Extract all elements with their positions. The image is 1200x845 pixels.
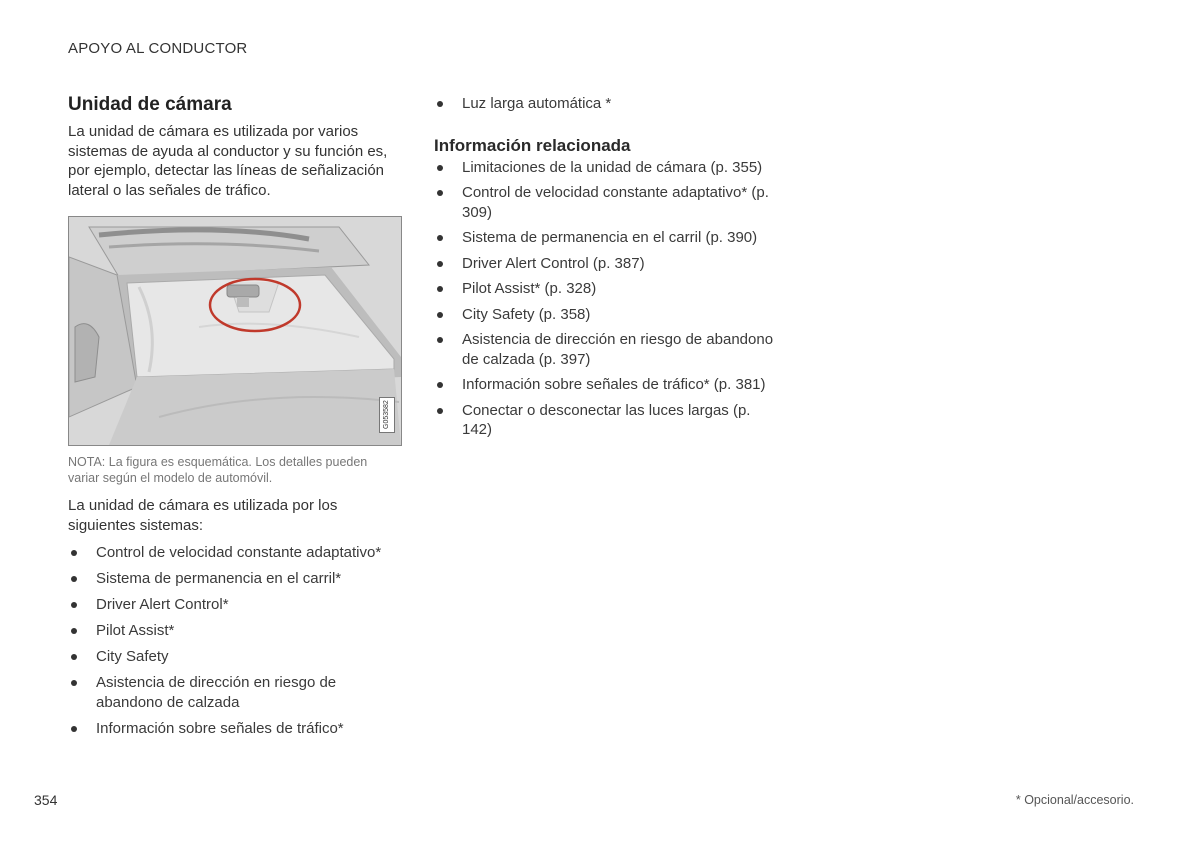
figure-caption: NOTA: La figura es esquemática. Los detalles pueden variar según el modelo de automóvil. bbox=[68, 455, 368, 485]
related-list bbox=[434, 158, 774, 440]
left-column bbox=[68, 94, 398, 745]
related-link[interactable]: Pilot Assist* (p. 328) bbox=[434, 279, 774, 299]
page-header: APOYO AL CONDUCTOR bbox=[68, 40, 248, 57]
page-number: 354 bbox=[34, 792, 58, 808]
related-link[interactable]: Información sobre señales de tráfico* (p. 381) bbox=[434, 375, 774, 395]
related-link[interactable]: City Safety (p. 358) bbox=[434, 305, 774, 325]
footnote: * Opcional/accesorio. bbox=[1015, 793, 1134, 807]
list-item: Información sobre señales de tráfico* bbox=[68, 719, 398, 739]
list-item: Sistema de permanencia en el carril* bbox=[68, 569, 398, 589]
right-column bbox=[434, 94, 774, 446]
list-item: Asistencia de dirección en riesgo de abandono de calzada bbox=[68, 673, 398, 712]
continued-list bbox=[434, 94, 774, 114]
related-link[interactable]: Conectar o desconectar las luces largas (p. 142) bbox=[434, 401, 774, 440]
related-link[interactable]: Driver Alert Control (p. 387) bbox=[434, 254, 774, 274]
related-link[interactable]: Limitaciones de la unidad de cámara (p. 355) bbox=[434, 158, 774, 178]
figure-code: G053582 bbox=[379, 397, 395, 433]
list-item: Luz larga automática * bbox=[434, 94, 774, 114]
intro-paragraph: La unidad de cámara es utilizada por varios sistemas de ayuda al conductor y su función es, por ejemplo, detectar las líneas de señalización lateral o las señales de tráfico. bbox=[68, 123, 388, 199]
list-item: Control de velocidad constante adaptativo* bbox=[68, 543, 398, 563]
list-item: City Safety bbox=[68, 647, 398, 667]
windshield-camera-figure bbox=[68, 216, 402, 446]
list-item: Pilot Assist* bbox=[68, 621, 398, 641]
related-link[interactable]: Asistencia de dirección en riesgo de abandono de calzada (p. 397) bbox=[434, 330, 774, 369]
systems-intro: La unidad de cámara es utilizada por los siguientes sistemas: bbox=[68, 497, 338, 534]
list-item: Driver Alert Control* bbox=[68, 595, 398, 615]
car-windshield-illustration bbox=[69, 217, 401, 445]
systems-list bbox=[68, 543, 398, 738]
related-info-title: Información relacionada bbox=[434, 135, 631, 155]
section-title: Unidad de cámara bbox=[68, 94, 232, 115]
related-link[interactable]: Control de velocidad constante adaptativo* (p. 309) bbox=[434, 183, 774, 222]
related-link[interactable]: Sistema de permanencia en el carril (p. 390) bbox=[434, 228, 774, 248]
